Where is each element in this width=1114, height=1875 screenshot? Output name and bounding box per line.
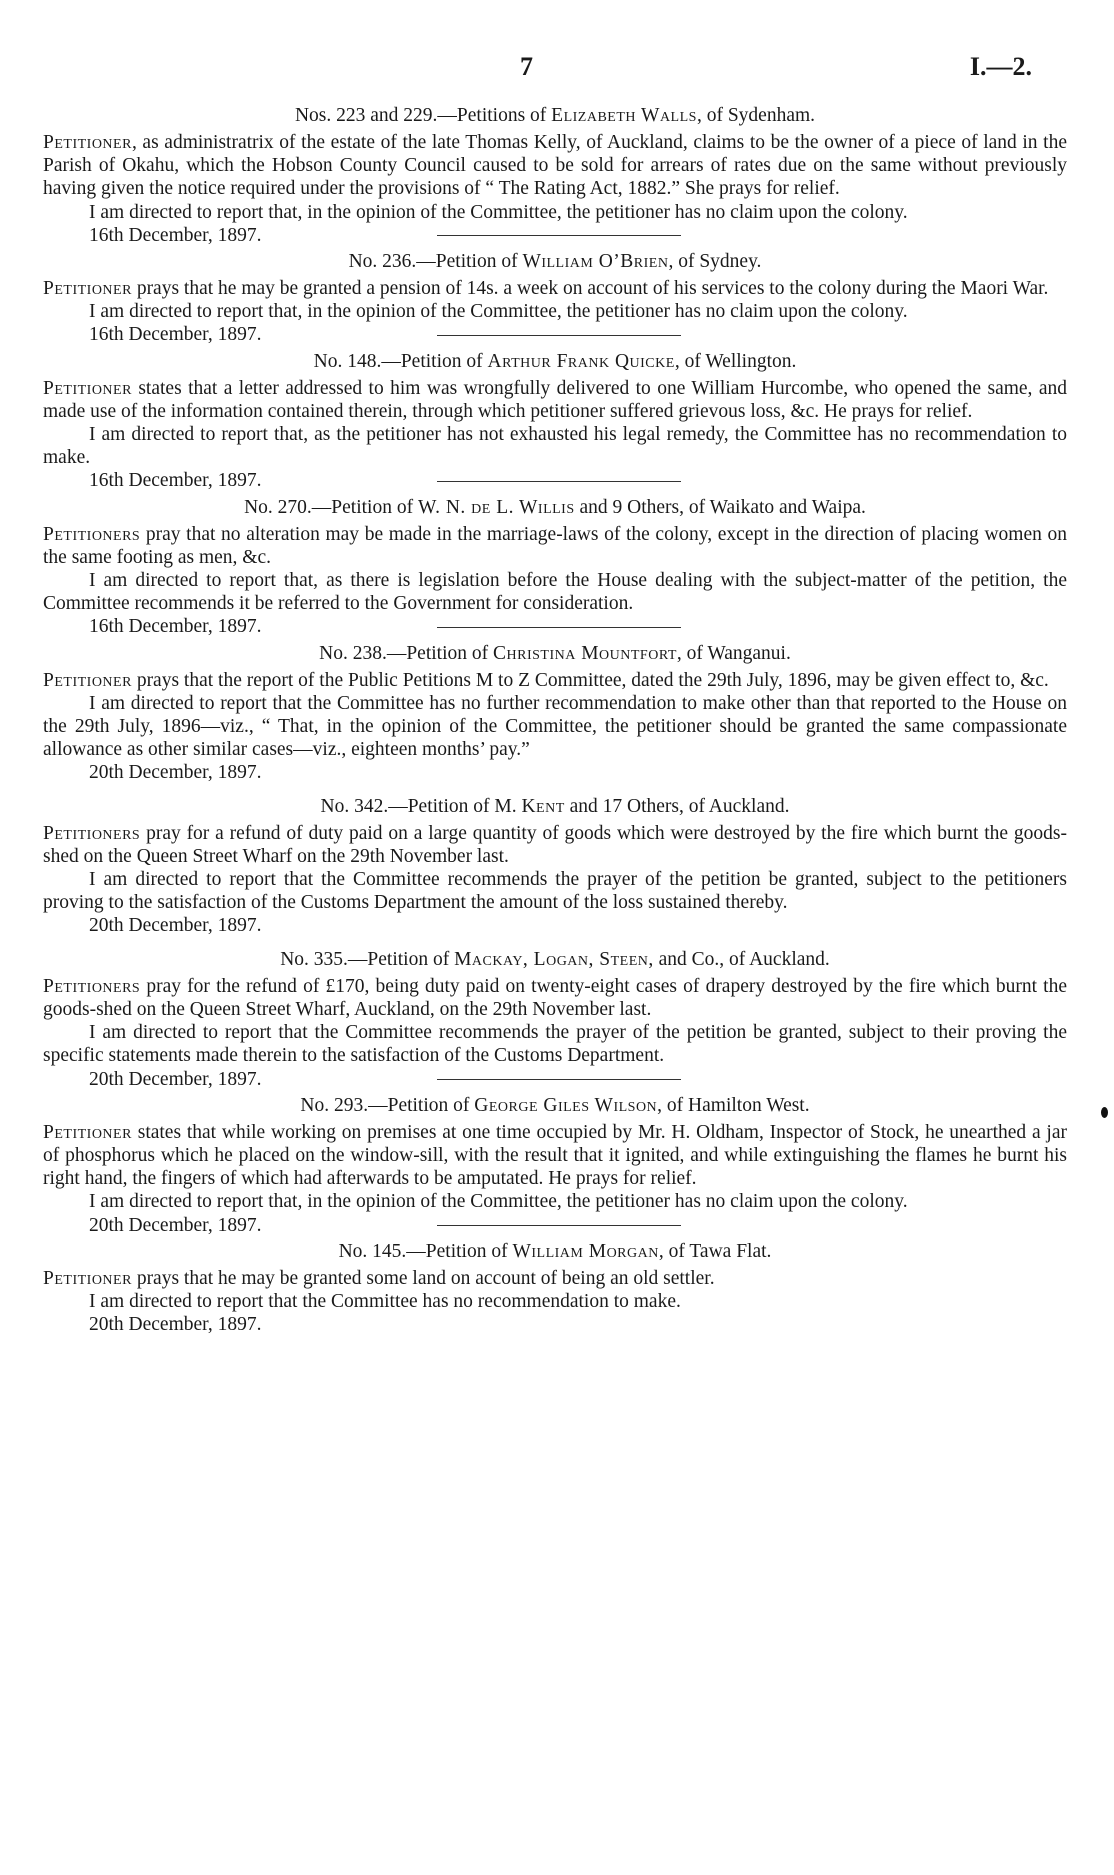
petitioner-name: George Giles Wilson — [474, 1094, 658, 1116]
petition-text: Petitioner prays that he may be granted some land on account of being an old settler. — [43, 1267, 715, 1289]
committee-report: I am directed to report that the Committee has no further recommendation to make other than that reported to the House on the 29th July, 1896—viz., “ That, in the opinion of the Committee, the petitioner should be granted the same compassionate allowance as other similar cases—viz., eighteen months’ pay.” — [43, 692, 1067, 761]
petition-text: Petitioner prays that the report of the Public Petitions M to Z Committee, dated the 29th July, 1896, may be given effect to, &c. — [43, 669, 1049, 691]
petition-entry — [43, 104, 1067, 246]
petitioner-name: W. N. de L. Willis — [417, 496, 575, 518]
petition-body — [43, 1267, 1067, 1313]
petition-entry — [43, 250, 1067, 346]
petition-lead: Petitioner — [43, 1267, 132, 1289]
petitions-list — [43, 104, 1067, 1336]
petition-entry — [43, 795, 1067, 948]
petition-text: Petitioners pray that no alteration may be made in the marriage-laws of the colony, except in the direction of placing women on the same footing as men, &c. — [43, 523, 1067, 568]
report-date: 20th December, 1897. — [89, 915, 262, 937]
report-date: 16th December, 1897. — [89, 470, 262, 492]
petitioner-name: William O’Brien — [522, 251, 669, 273]
report-date: 20th December, 1897. — [89, 762, 262, 784]
section-divider — [437, 1225, 681, 1226]
petitioner-name: Mackay, Logan, Steen, — [454, 948, 654, 970]
petition-entry — [43, 1094, 1067, 1236]
petition-body — [43, 377, 1067, 470]
petition-title: No. 293.—Petition of George Giles Wilson, of Hamilton West. — [300, 1094, 810, 1116]
petitioner-name: Christina Mountfort — [493, 642, 677, 664]
petition-lead: Petitioner — [43, 278, 132, 300]
petition-text: Petitioners pray for a refund of duty paid on a large quantity of goods which were destroyed by the fire which burnt the goods-shed on the Queen Street Wharf on the 29th November last. — [43, 822, 1067, 867]
section-spacer — [43, 785, 1067, 795]
report-date: 16th December, 1897. — [89, 616, 262, 638]
section-divider — [437, 335, 681, 336]
petition-entry — [43, 496, 1067, 638]
petition-lead: Petitioner — [43, 132, 132, 153]
petition-body — [43, 822, 1067, 915]
section-spacer — [43, 938, 1067, 948]
section-divider — [437, 481, 681, 482]
report-date: 20th December, 1897. — [89, 1068, 262, 1090]
petition-text: Petitioner states that a letter addressed to him was wrongfully delivered to one William Hurcombe, who opened the same, and made use of the information contained therein, through which petitioner suffered grievous loss, &c. He prays for relief. — [43, 377, 1067, 422]
petition-body — [43, 277, 1067, 323]
petition-title: No. 148.—Petition of Arthur Frank Quicke, of Wellington. — [313, 350, 797, 372]
section-divider — [437, 235, 681, 236]
committee-report: I am directed to report that the Committee recommends the prayer of the petition be granted, subject to the petitioners proving to the satisfaction of the Customs Department the amount of the loss sustained thereby. — [43, 869, 1067, 914]
petition-text: Petitioners pray for the refund of £170, being duty paid on twenty-eight cases of drapery destroyed by the fire which burnt the goods-shed on the Queen Street Wharf, Auckland, on the 29th November last. — [43, 975, 1067, 1020]
committee-report: I am directed to report that, in the opinion of the Committee, the petitioner has no claim upon the colony. — [89, 301, 908, 323]
report-date: 20th December, 1897. — [89, 1214, 262, 1236]
petition-body — [43, 523, 1067, 616]
petition-text: Petitioner prays that he may be granted a pension of 14s. a week on account of his services to the colony during the Maori War. — [43, 278, 1049, 300]
petition-body — [43, 669, 1067, 762]
petition-title: No. 342.—Petition of M. Kent and 17 Others, of Auckland. — [320, 795, 790, 817]
petition-title: No. 236.—Petition of William O’Brien, of Sydney. — [348, 251, 762, 273]
committee-report: I am directed to report that the Committee has no recommendation to make. — [89, 1290, 681, 1312]
section-divider — [437, 1079, 681, 1080]
report-date: 16th December, 1897. — [89, 324, 262, 346]
page-header — [0, 52, 1114, 86]
petition-body — [43, 975, 1067, 1068]
committee-report: I am directed to report that, as there is legislation before the House dealing with the subject-matter of the petition, the Committee recommends it be referred to the Government for consideration. — [43, 570, 1067, 615]
petition-title: No. 335.—Petition of Mackay, Logan, Steen, and Co., of Auckland. — [280, 948, 830, 970]
petition-text: Petitioner, as administratrix of the estate of the late Thomas Kelly, of Auckland, claims to be the owner of a piece of land in the Parish of Okahu, which the Hobson County Council caused to be sold for arrears of rates due on the same without previously having given the notice required under the provisions of “ The Rating Act, 1882.” She prays for relief. — [43, 132, 1067, 200]
petitioner-name: Kent — [521, 795, 565, 817]
petitioner-name: Arthur Frank Quicke — [487, 350, 675, 372]
petition-body — [43, 1121, 1067, 1214]
petitioner-name: William Morgan — [512, 1240, 659, 1262]
petition-entry — [43, 642, 1067, 795]
committee-report: I am directed to report that, in the opinion of the Committee, the petitioner has no claim upon the colony. — [89, 1191, 908, 1213]
petition-lead: Petitioner — [43, 1121, 132, 1143]
petition-title: No. 145.—Petition of William Morgan, of Tawa Flat. — [338, 1240, 772, 1262]
petition-lead: Petitioners — [43, 975, 141, 997]
petition-text: Petitioner states that while working on premises at one time occupied by Mr. H. Oldham, Inspector of Stock, he unearthed a jar of phosphorus which he placed on the window-sill, with the result that it ignited, and while extinguishing the flames he burnt his right hand, the fingers of which had afterwards to be amputated. He prays for relief. — [43, 1121, 1067, 1190]
petition-entry — [43, 948, 1067, 1090]
petition-lead: Petitioner — [43, 669, 132, 691]
petition-entry — [43, 1240, 1067, 1337]
petition-lead: Petitioners — [43, 822, 141, 844]
section-divider — [437, 627, 681, 628]
petitioner-name: Elizabeth Walls — [551, 105, 697, 126]
committee-report: I am directed to report that, as the petitioner has not exhausted his legal remedy, the Committee has no recommendation to make. — [43, 424, 1067, 469]
document-reference: I.—2. — [969, 52, 1032, 81]
margin-mark — [1101, 1107, 1108, 1118]
petition-lead: Petitioners — [43, 523, 141, 545]
petition-body — [43, 131, 1067, 224]
page-number: 7 — [520, 52, 533, 81]
petition-title: No. 238.—Petition of Christina Mountfort, of Wanganui. — [319, 642, 791, 664]
petition-title: No. 270.—Petition of W. N. de L. Willis and 9 Others, of Waikato and Waipa. — [244, 496, 866, 518]
petition-title: Nos. 223 and 229.—Petitions of Elizabeth Walls, of Sydenham. — [294, 105, 816, 126]
committee-report: I am directed to report that the Committee recommends the prayer of the petition be granted, subject to their proving the specific statements made therein to the satisfaction of the Customs Department. — [43, 1022, 1067, 1067]
report-date: 16th December, 1897. — [89, 224, 262, 246]
petition-lead: Petitioner — [43, 377, 132, 399]
committee-report: I am directed to report that, in the opinion of the Committee, the petitioner has no claim upon the colony. — [89, 201, 908, 223]
petition-entry — [43, 350, 1067, 492]
report-date: 20th December, 1897. — [89, 1314, 262, 1336]
